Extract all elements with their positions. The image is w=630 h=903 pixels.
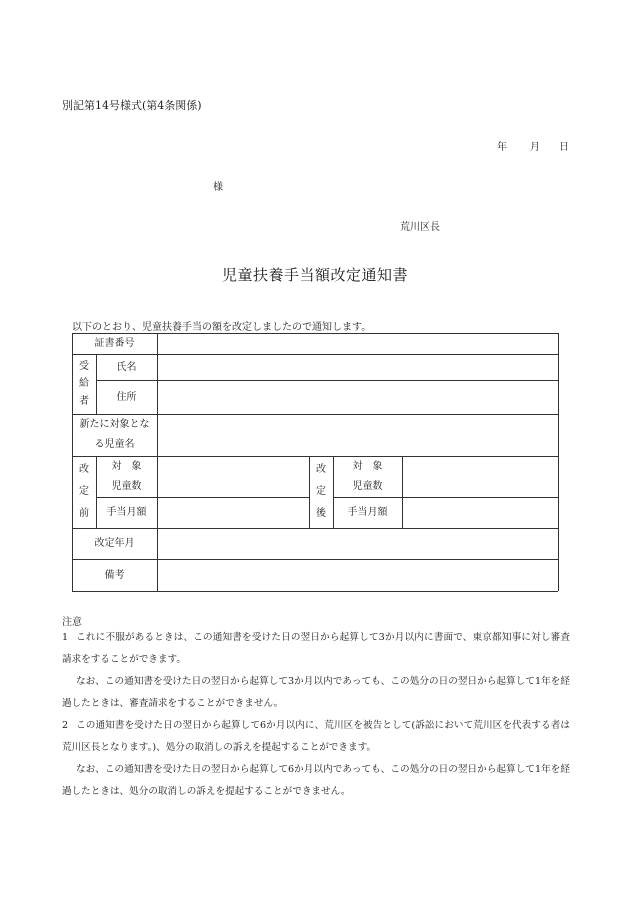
note-item: 2 この通知書を受けた日の翌日から起算して6か月以内に、荒川区を被告として(訴訟において荒川区を代表する者は荒川区長となります。)、処分の取消しの訴えを提起することができます。 <box>62 720 570 753</box>
form-label: 別記第14号様式(第4条関係) <box>62 99 202 112</box>
date-month-label: 月 <box>530 142 540 153</box>
remarks-label: 備考 <box>104 569 125 581</box>
note-item: なお、この通知書を受けた日の翌日から起算して3か月以内であっても、この処分の日の翌日から起算して1年を経過したときは、審査請求をすることができません。 <box>62 676 570 709</box>
date-year-label: 年 <box>497 142 507 153</box>
date-day-label: 日 <box>559 142 569 153</box>
recipient-label: 受 給 者 <box>79 360 89 407</box>
note-item: なお、この通知書を受けた日の翌日から起算して6か月以内であっても、この処分の日の翌日から起算して1年を経過したときは、処分の取消しの訴えを提起することができません。 <box>62 764 570 797</box>
name-label: 氏名 <box>116 361 137 373</box>
before-revision-label: 改 定 前 <box>79 464 89 519</box>
recipient-suffix: 様 <box>213 182 223 193</box>
notes-title: 注意 <box>62 617 82 628</box>
after-revision-label: 改 定 後 <box>316 464 326 519</box>
document-title: 児童扶養手当額改定通知書 <box>221 266 408 284</box>
after-child-count-label: 対 象 児童数 <box>352 460 383 492</box>
before-child-count-label: 対 象 児童数 <box>111 460 142 492</box>
new-children-label: 新たに対象とな る児童名 <box>79 419 150 450</box>
after-monthly-amount-label: 手当月額 <box>347 507 388 518</box>
certificate-number-label: 証書番号 <box>94 338 135 349</box>
note-item: 1 これに不服があるときは、この通知書を受けた日の翌日から起算して3か月以内に書面で、東京都知事に対し審査請求をすることができます。 <box>62 632 570 665</box>
intro-text: 以下のとおり、児童扶養手当の額を改定しましたので通知します。 <box>72 322 372 333</box>
revision-date-label: 改定年月 <box>94 538 135 549</box>
address-label: 住所 <box>116 391 137 403</box>
revision-table <box>72 333 558 591</box>
issuer: 荒川区長 <box>400 222 440 233</box>
before-monthly-amount-label: 手当月額 <box>106 507 147 518</box>
